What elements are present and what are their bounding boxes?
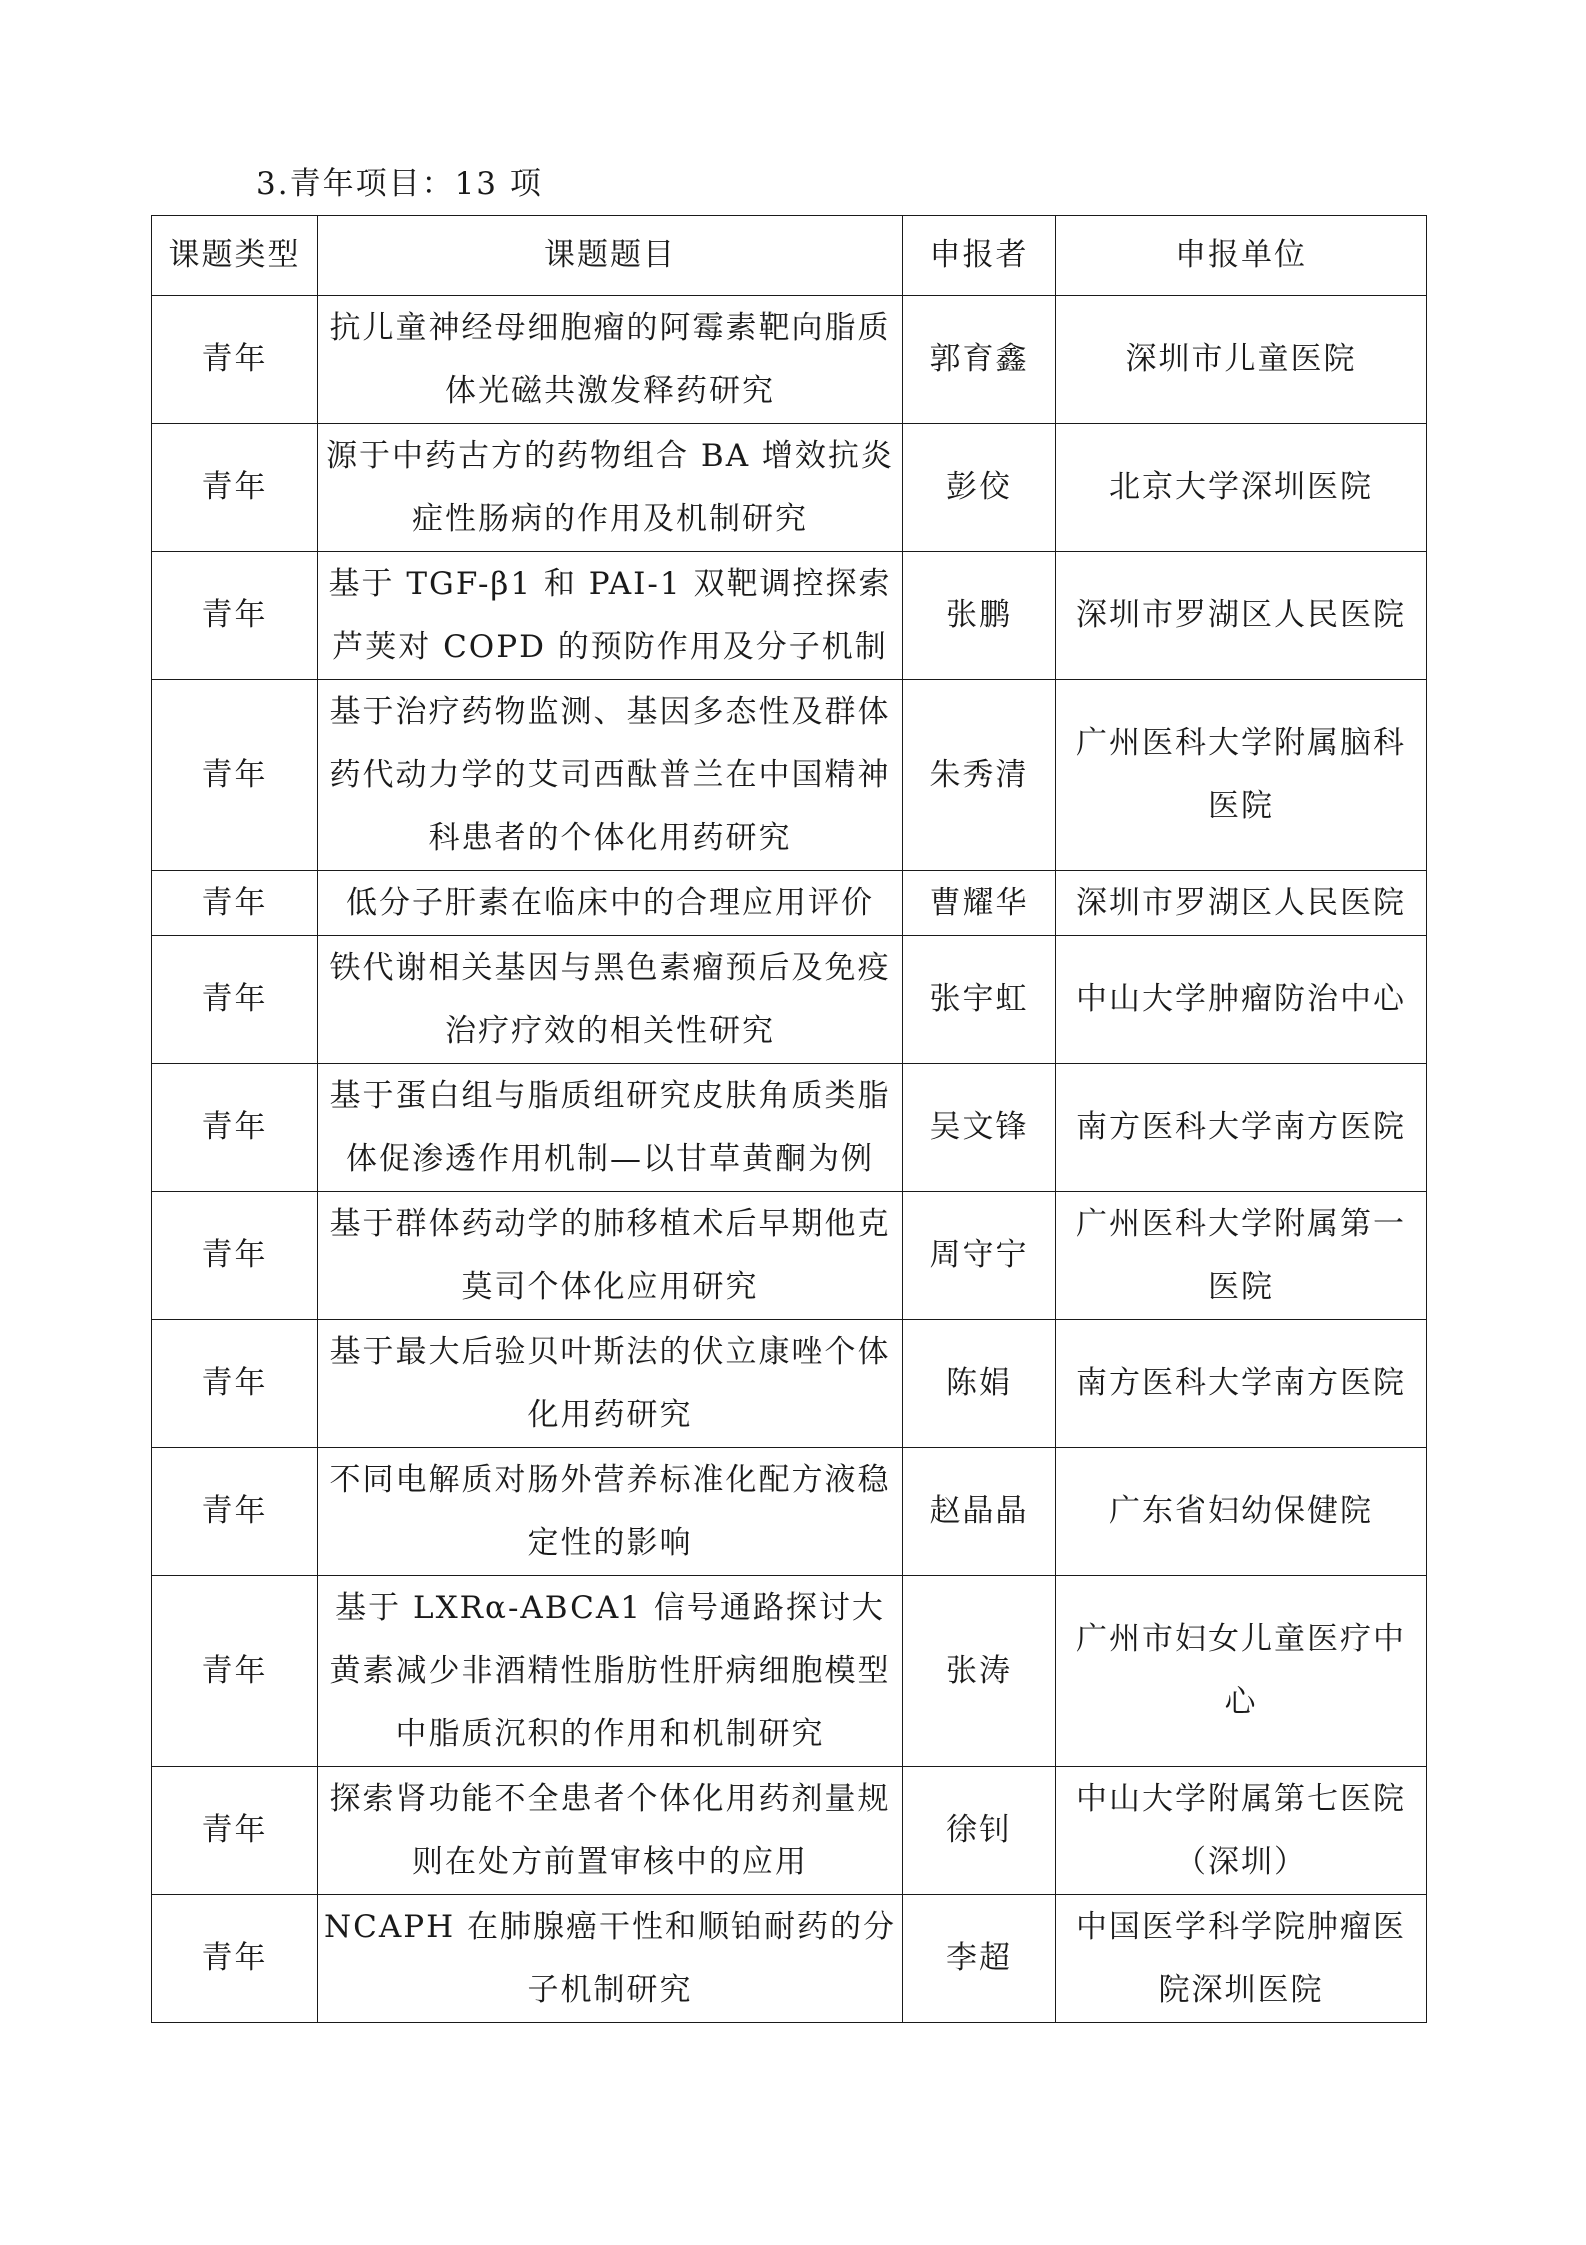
cell-type: 青年 — [152, 424, 318, 552]
cell-title: 探索肾功能不全患者个体化用药剂量规则在处方前置审核中的应用 — [318, 1767, 903, 1895]
cell-unit: 南方医科大学南方医院 — [1056, 1064, 1427, 1192]
cell-unit: 广州医科大学附属第一医院 — [1056, 1192, 1427, 1320]
cell-unit: 深圳市罗湖区人民医院 — [1056, 552, 1427, 680]
cell-title: 基于群体药动学的肺移植术后早期他克莫司个体化应用研究 — [318, 1192, 903, 1320]
table-row — [152, 1192, 1427, 1320]
cell-type: 青年 — [152, 680, 318, 871]
cell-applicant: 张涛 — [903, 1576, 1056, 1767]
cell-unit: 北京大学深圳医院 — [1056, 424, 1427, 552]
cell-applicant: 曹耀华 — [903, 871, 1056, 936]
cell-title: 基于治疗药物监测、基因多态性及群体药代动力学的艾司西酞普兰在中国精神科患者的个体化用药研究 — [318, 680, 903, 871]
cell-type: 青年 — [152, 936, 318, 1064]
table-row — [152, 1895, 1427, 2023]
table-header-row — [152, 216, 1427, 296]
cell-title: 源于中药古方的药物组合 BA 增效抗炎症性肠病的作用及机制研究 — [318, 424, 903, 552]
project-table — [151, 215, 1427, 2023]
cell-type: 青年 — [152, 296, 318, 424]
cell-unit: 深圳市儿童医院 — [1056, 296, 1427, 424]
cell-applicant: 陈娟 — [903, 1320, 1056, 1448]
table-row — [152, 1767, 1427, 1895]
table-row — [152, 424, 1427, 552]
cell-unit: 中山大学附属第七医院（深圳） — [1056, 1767, 1427, 1895]
cell-type: 青年 — [152, 871, 318, 936]
cell-title: 低分子肝素在临床中的合理应用评价 — [318, 871, 903, 936]
header-title: 课题题目 — [318, 216, 903, 296]
header-applicant: 申报者 — [903, 216, 1056, 296]
cell-type: 青年 — [152, 1895, 318, 2023]
table-row — [152, 1576, 1427, 1767]
table-row — [152, 296, 1427, 424]
cell-title: 基于最大后验贝叶斯法的伏立康唑个体化用药研究 — [318, 1320, 903, 1448]
table-row — [152, 936, 1427, 1064]
cell-title: 抗儿童神经母细胞瘤的阿霉素靶向脂质体光磁共激发释药研究 — [318, 296, 903, 424]
cell-applicant: 郭育鑫 — [903, 296, 1056, 424]
table-row — [152, 1320, 1427, 1448]
table-row — [152, 871, 1427, 936]
table-row — [152, 1064, 1427, 1192]
cell-applicant: 彭佼 — [903, 424, 1056, 552]
cell-title: 不同电解质对肠外营养标准化配方液稳定性的影响 — [318, 1448, 903, 1576]
cell-type: 青年 — [152, 1192, 318, 1320]
header-unit: 申报单位 — [1056, 216, 1427, 296]
table-body — [152, 296, 1427, 2023]
cell-unit: 南方医科大学南方医院 — [1056, 1320, 1427, 1448]
cell-unit: 中山大学肿瘤防治中心 — [1056, 936, 1427, 1064]
cell-unit: 广州医科大学附属脑科医院 — [1056, 680, 1427, 871]
cell-type: 青年 — [152, 1448, 318, 1576]
cell-unit: 广东省妇幼保健院 — [1056, 1448, 1427, 1576]
cell-applicant: 赵晶晶 — [903, 1448, 1056, 1576]
cell-applicant: 张宇虹 — [903, 936, 1056, 1064]
cell-applicant: 张鹏 — [903, 552, 1056, 680]
cell-unit: 中国医学科学院肿瘤医院深圳医院 — [1056, 1895, 1427, 2023]
cell-title: 基于 LXRα-ABCA1 信号通路探讨大黄素减少非酒精性脂肪性肝病细胞模型中脂质沉积的作用和机制研究 — [318, 1576, 903, 1767]
cell-applicant: 吴文锋 — [903, 1064, 1056, 1192]
cell-unit: 深圳市罗湖区人民医院 — [1056, 871, 1427, 936]
cell-type: 青年 — [152, 1064, 318, 1192]
cell-title: 基于蛋白组与脂质组研究皮肤角质类脂体促渗透作用机制—以甘草黄酮为例 — [318, 1064, 903, 1192]
cell-title: NCAPH 在肺腺癌干性和顺铂耐药的分子机制研究 — [318, 1895, 903, 2023]
table-row — [152, 1448, 1427, 1576]
cell-title: 铁代谢相关基因与黑色素瘤预后及免疫治疗疗效的相关性研究 — [318, 936, 903, 1064]
cell-applicant: 徐钊 — [903, 1767, 1056, 1895]
cell-type: 青年 — [152, 552, 318, 680]
cell-applicant: 周守宁 — [903, 1192, 1056, 1320]
cell-title: 基于 TGF-β1 和 PAI-1 双靶调控探索芦荚对 COPD 的预防作用及分子机制 — [318, 552, 903, 680]
cell-type: 青年 — [152, 1320, 318, 1448]
table-row — [152, 680, 1427, 871]
cell-type: 青年 — [152, 1767, 318, 1895]
cell-type: 青年 — [152, 1576, 318, 1767]
header-type: 课题类型 — [152, 216, 318, 296]
section-title: 3.青年项目：13 项 — [256, 166, 543, 202]
cell-applicant: 李超 — [903, 1895, 1056, 2023]
table-row — [152, 552, 1427, 680]
cell-applicant: 朱秀清 — [903, 680, 1056, 871]
cell-unit: 广州市妇女儿童医疗中心 — [1056, 1576, 1427, 1767]
